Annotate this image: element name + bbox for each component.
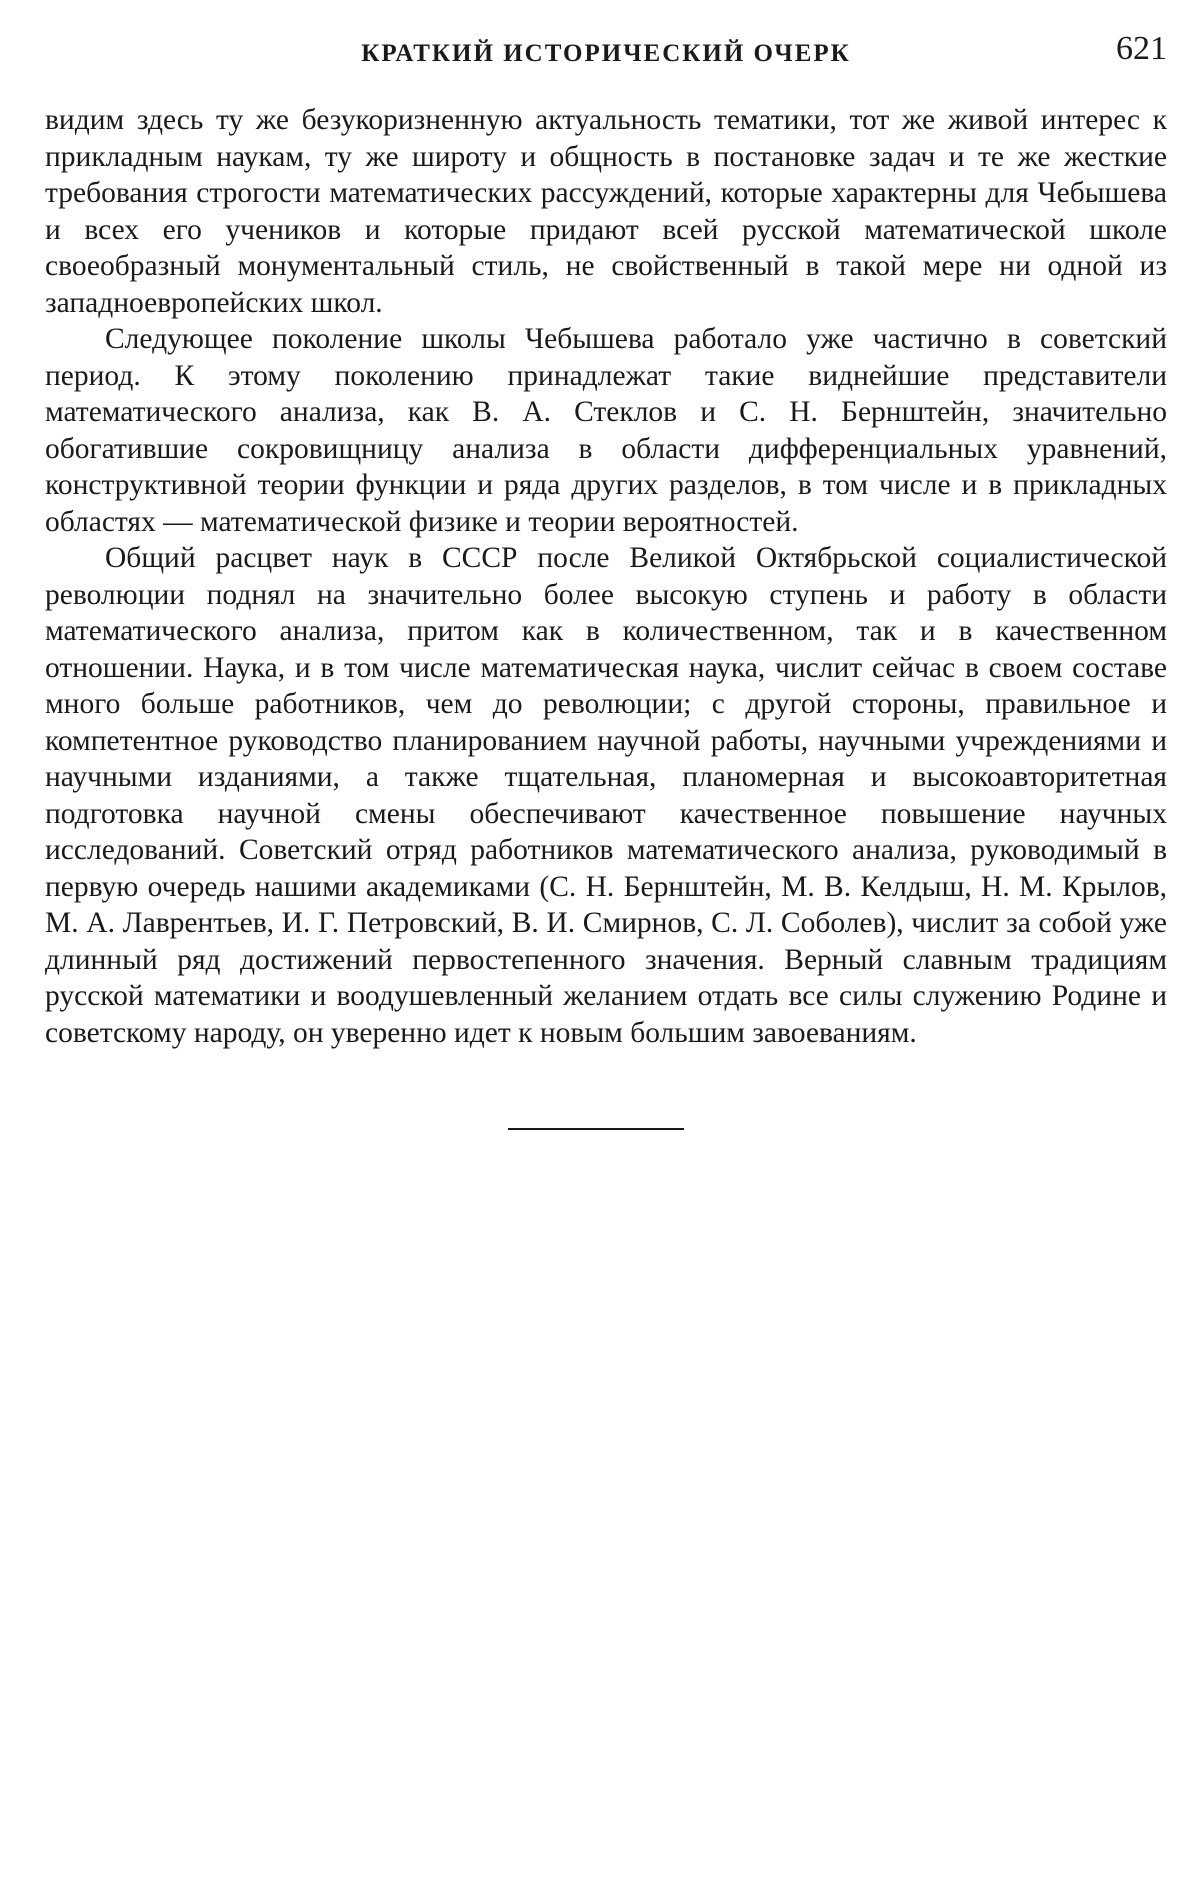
page-number: 621 [1116, 30, 1167, 67]
paragraph-soviet-period: Общий расцвет наук в СССР после Великой Октябрьской социалистической революции поднял на значительно более высокую ступень и работу в области математического анализа, притом как в количественном, так и в качественном отношении. Наука, и в том числе математическая наука, числит сейчас в своем составе много больше работников, чем до революции; с другой стороны, правильное и компетентное руководство планированием научной работы, научными учреждениями и научными изданиями, а также тщательная, планомерная и высокоавторитетная подготовка научной смены обеспечивают качественное повышение научных исследований. Советский отряд работников математического анализа, руководимый в первую очередь нашими академиками (С. Н. Бернштейн, М. В. Келдыш, Н. М. Крылов, М. А. Лаврентьев, И. Г. Петровский, В. И. Смирнов, С. Л. Соболев), числит за собой уже длинный ряд достижений первостепенного значения. Верный славным традициям русской математики и воодушевленный желанием отдать все силы служению Родине и советскому народу, он уверенно идет к новым большим завоеваниям. [45, 542, 1167, 1049]
running-title: КРАТКИЙ ИСТОРИЧЕСКИЙ ОЧЕРК [361, 40, 851, 67]
end-rule [508, 1128, 684, 1130]
running-head [45, 30, 1167, 74]
book-page [45, 30, 1167, 1051]
paragraph-continued: видим здесь ту же безукоризненную актуальность тематики, тот же живой интерес к прикладным наукам, ту же широту и общность в постановке задач и те же жесткие требования строгости математических рассуждений, которые характерны для Чебышева и всех его учеников и которые придают всей русской математической школе своеобразный монументальный стиль, не свойственный в такой мере ни одной из западноевропейских школ. [45, 104, 1167, 319]
paragraph-next-generation: Следующее поколение школы Чебышева работало уже частично в советский период. К этому поколению принадлежат такие виднейшие представители математического анализа, как В. А. Стеклов и С. Н. Бернштейн, значительно обогатившие сокровищницу анализа в области дифференциальных уравнений, конструктивной теории функции и ряда других разделов, в том числе и в прикладных областях — математической физике и теории вероятностей. [45, 323, 1167, 538]
body-text [45, 102, 1167, 1051]
